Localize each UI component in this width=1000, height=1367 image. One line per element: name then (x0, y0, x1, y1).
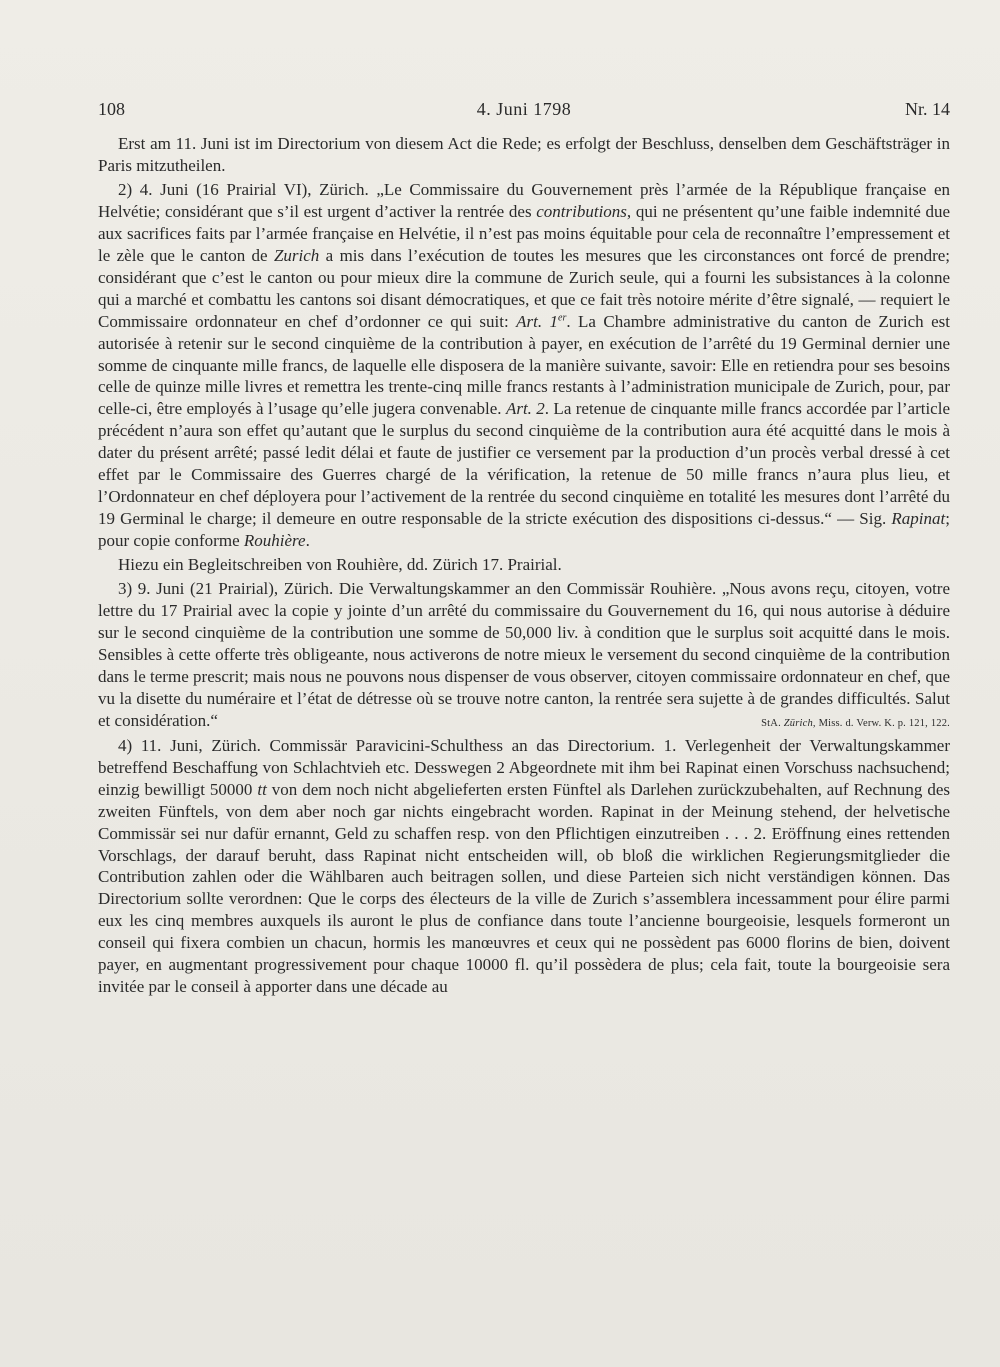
emphasis-zurich: Zurich (273, 245, 320, 265)
paragraph-4: 3) 9. Juni (21 Prairial), Zürich. Die Verwaltungskammer an den Commissär Rouhière. „Nous avons reçu, citoyen, votre lettre du 17 Prairial avec la copie y jointe d’un arrêté du commissaire du Gouvernement du 16, qui nous autorise à déduire sur le second cinquième de la contribution une somme de 50,000 liv. à condition que le surplus soit acquitté dans le mois. Sensibles à cette offerte très obligeante, nous activerons de notre mieux le versement du second cinquième de la contribution dans le terme prescrit; mais nous ne pouvons nous dispenser de vous observer, citoyen commissaire ordonnateur en chef, que vu la disette du numéraire et l’état de détresse où se trouve notre canton, la rentrée sera sujette à de grandes difficultés. Salut et considération.“ StA. Zürich, Miss. d. Verw. K. p. 121, 122. (98, 578, 950, 732)
signature-rapinat: Rapinat (891, 509, 946, 529)
emphasis-contributions: contributions (536, 201, 627, 221)
article-2-label: Art. 2 (505, 399, 545, 419)
signature-rouhiere: Rouhière (243, 531, 306, 551)
header-date: 4. Juni 1798 (476, 99, 572, 119)
document-number: Nr. 14 (905, 99, 950, 119)
article-1-label: Art. 1er (516, 311, 567, 331)
page-number: 108 (98, 99, 125, 119)
paragraph-1: Erst am 11. Juni ist im Directorium von diesem Act die Rede; es erfolgt der Beschluss, denselben dem Geschäftsträger in Paris mitzutheilen. (98, 134, 950, 175)
body-text (98, 133, 950, 998)
paragraph-5: 4) 11. Juni, Zürich. Commissär Paravicini-Schulthess an das Directorium. 1. Verlegenheit der Verwaltungskammer betreffend Beschaffung von Schlachtvieh etc. Desswegen 2 Abgeordnete mit ihm bei Rapinat einen Vorschuss nachsuchend; einzig bewilligt 50000 tt von dem noch nicht abgelieferten ersten Fünftel als Darlehen zurückzubehalten, auf Rechnung des zweiten Fünftels, von dem aber noch gar nichts eingebracht worden. Rapinat in der Meinung stehend, der helvetische Commissär sei nur dafür ernannt, Geld zu schaffen resp. von den Pflichtigen einzutreiben . . . 2. Eröffnung eines rettenden Vorschlags, der darauf beruht, dass Rapinat nicht entscheiden will, ob bloß die wirklichen Regierungsmitglieder die Contribution zahlen oder die Wählbaren auch beitragen sollen, und diese Parteien sich nicht verständigen können. Das Directorium sollte verordnen: Que le corps des électeurs de la ville de Zurich s’assemblera incessamment pour élire parmi eux les cinq membres auxquels ils auront le plus de confiance dans toute l’ancienne bourgeoisie, lesquels formeront un conseil qui fixera combien un chacun, hormis les manœuvres et ceux qui ne possèdent pas 6000 florins de bien, doivent payer, en augmentant progressivement pour chaque 10000 fl. qu’il possèdera de plus; cela fait, toute la bourgeoisie sera invitée par le conseil à apporter dans une décade au (98, 735, 950, 997)
source-reference: StA. Zürich, Miss. d. Verw. K. p. 121, 122. (761, 717, 950, 729)
currency-symbol: tt (257, 779, 267, 799)
paragraph-2: 2) 4. Juni (16 Prairial VI), Zürich. „Le Commissaire du Gouvernement près l’armée de la République française en Helvétie; considérant que s’il est urgent d’activer la rentrée des contributions, qui ne présentent qu’une faible indemnité due aux sacrifices faits par l’armée française en Helvétie, il n’est pas moins équitable pour cela de reconnaître l’empressement et le zèle que le canton de Zurich a mis dans l’exécution de toutes les mesures que les circonstances ont forcé de prendre; considérant que c’est le canton ou pour mieux dire la commune de Zurich seule, qui a fourni les subsistances à la colonne qui a marché et combattu les cantons soi disant démocratiques, et que ce fait très notoire mérite d’être signalé, — requiert le Commissaire ordonnateur en chef d’ordonner ce qui suit: Art. 1er. La Chambre administrative du canton de Zurich est autorisée à retenir sur le second cinquième de la contribution à payer, en exécution de l’arrêté du 19 Germinal dernier une somme de cinquante mille francs, de laquelle elle disposera de la manière suivante, savoir: Elle en retiendra pour ses besoins celle de quinze mille livres et remettra les trente-cinq mille francs restants à l’administration municipale de Zurich, pour, par celle-ci, être employés à l’usage qu’elle jugera convenable. Art. 2. La retenue de cinquante mille francs accordée par l’article précédent n’aura son effet qu’autant que le surplus du second cinquième de la contribution aura été acquitté dans le mois à dater du présent arrêté; passé ledit délai et faute de justifier ce versement par la production d’un procès verbal dressé à cet effet par le Commissaire des Guerres chargé de la vérification, la retenue de 50 mille francs n’aura plus lieu, et l’Ordonnateur en chef déployera pour l’activement de la rentrée du second cinquième en totalité les mesures dont l’arrêté du 19 Germinal le charge; il demeure en outre responsable de la stricte exécution des dispositions ci-dessus.“ — Sig. Rapinat; pour copie conforme Rouhière. (98, 179, 950, 551)
paragraph-3: Hiezu ein Begleitschreiben von Rouhière, dd. Zürich 17. Prairial. (118, 555, 562, 575)
page-header (98, 97, 950, 121)
